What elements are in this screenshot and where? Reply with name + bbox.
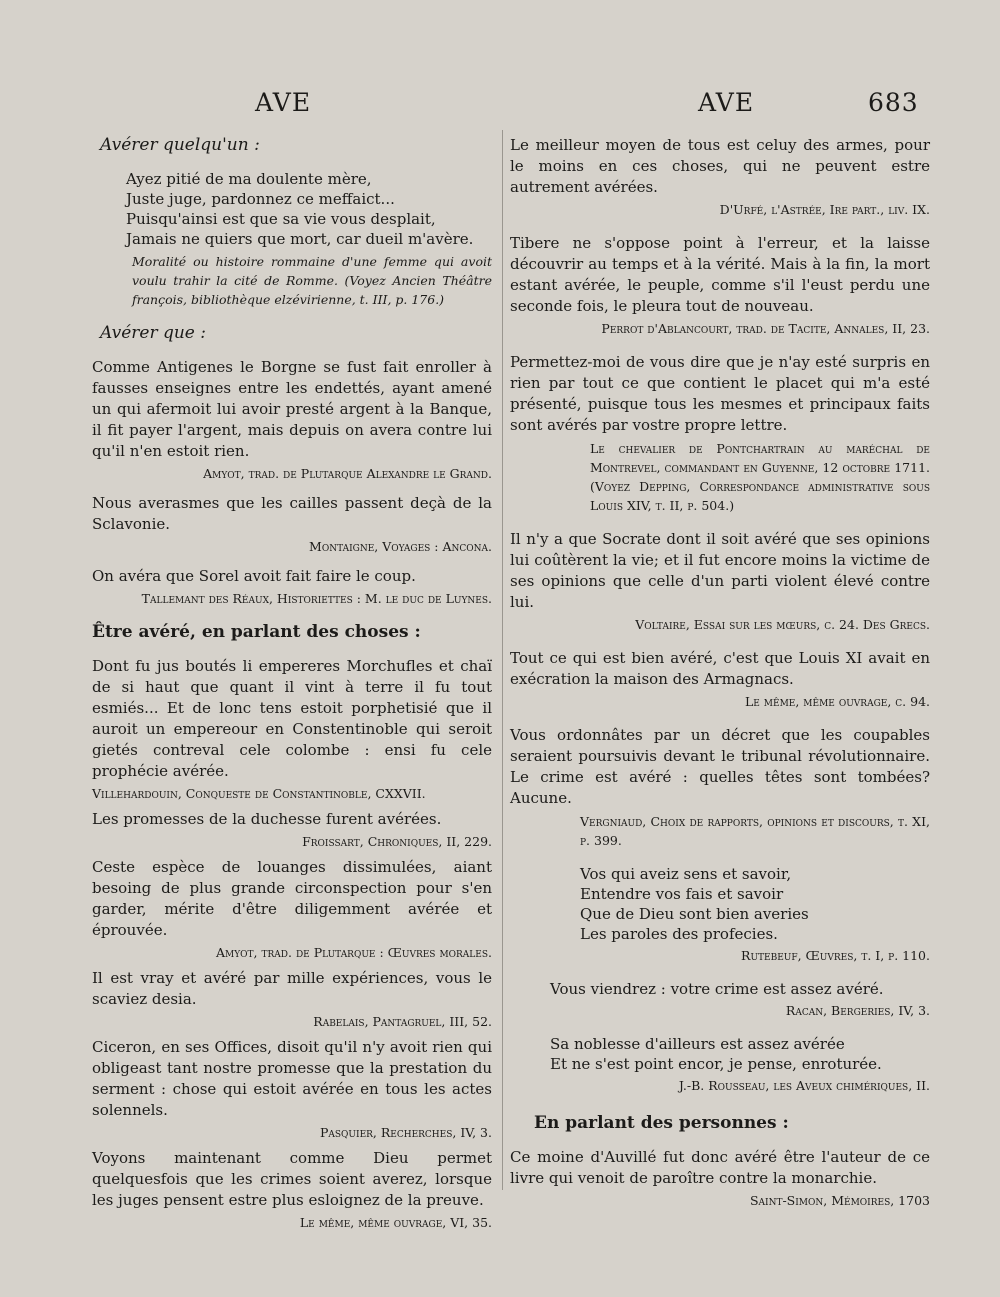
citation: Rabelais, Pantagruel, III, 52. (313, 1014, 492, 1029)
quote-paragraph: Il est vray et avéré par mille expériences, vous le scaviez desia. (92, 969, 492, 1008)
verse-line: Jamais ne quiers que mort, car dueil m'avère. (126, 230, 474, 248)
verse-line: Puisqu'ainsi est que sa vie vous desplait, (126, 210, 436, 228)
verse-line: Sa noblesse d'ailleurs est assez avérée (550, 1035, 845, 1053)
citation: Amyot, trad. de Plutarque Alexandre le Grand. (203, 466, 492, 481)
left-column (92, 135, 492, 1232)
verse-line: Et ne s'est point encor, je pense, enroturée. (550, 1055, 882, 1073)
citation: Villehardouin, Conqueste de Constantinoble, CXXVII. (92, 786, 426, 801)
verse-block (580, 864, 930, 944)
running-head-right: AVE (698, 88, 755, 117)
verse-line: Vous viendrez : votre crime est assez avéré. (550, 980, 884, 998)
citation: Le même, même ouvrage, VI, 35. (299, 1215, 492, 1230)
quote-paragraph: Ciceron, en ses Offices, disoit qu'il n'y avoit rien qui obligeast tant nostre promesse que la prestation du serment : chose qui estoit avérée en tous les actes solennels. (92, 1038, 492, 1119)
section-heading: En parlant des personnes : (534, 1113, 789, 1133)
citation: Voltaire, Essai sur les mœurs, c. 24. Des Grecs. (635, 617, 930, 632)
verse-line: Les paroles des profecies. (580, 925, 778, 943)
citation: Le chevalier de Pontchartrain au maréchal de Montrevel, commandant en Guyenne, 12 octobre 1711. (Voyez Depping, Correspondance administrative sous Louis XIV, t. II, p. 504.) (590, 441, 930, 513)
quote-paragraph: Les promesses de la duchesse furent avérées. (92, 810, 442, 828)
verse-line: Ayez pitié de ma doulente mère, (126, 170, 372, 188)
verse-line: Que de Dieu sont bien averies (580, 905, 809, 923)
citation: Tallemant des Réaux, Historiettes : M. le duc de Luynes. (141, 591, 492, 606)
citation: J.-B. Rousseau, les Aveux chimériques, II. (678, 1078, 930, 1093)
section-heading: Être avéré, en parlant des choses : (92, 622, 421, 642)
verse-block (550, 979, 930, 999)
citation: Amyot, trad. de Plutarque : Œuvres morales. (215, 945, 492, 960)
quote-paragraph: Nous averasmes que les cailles passent deçà de la Sclavonie. (92, 494, 492, 533)
quote-paragraph: Le meilleur moyen de tous est celuy des armes, pour le moins en ces choses, qui ne peuvent estre autrement avérées. (510, 136, 930, 196)
section-heading: Avérer que : (100, 323, 206, 343)
quote-paragraph: Dont fu jus boutés li empereres Morchufles et chaï de si haut que quant il vint à terre il fu tout esmiés... Et de lonc tens estoit porphetisié que il auroit un empereour en Constentinoble qui seroit gietés contreval cele colombe : ensi fu cele prophécie avérée. (92, 657, 492, 780)
verse-line: Vos qui aveiz sens et savoir, (580, 865, 792, 883)
citation: Saint-Simon, Mémoires, 1703 (749, 1193, 930, 1208)
quote-paragraph: Ceste espèce de louanges dissimulées, aiant besoing de plus grande circonspection pour s'en garder, mérite d'être diligemment avérée et éprouvée. (92, 858, 492, 939)
citation: Montaigne, Voyages : Ancona. (309, 539, 492, 554)
quote-paragraph: Permettez-moi de vous dire que je n'ay esté surpris en rien par tout ce que contient le placet qui m'a esté présenté, puisque tous les mesmes et principaux faits sont avérés par vostre propre lettre. (510, 353, 930, 434)
quote-paragraph: Voyons maintenant comme Dieu permet quelquesfois que les crimes soient averez, lorsque les juges pensent estre plus esloignez de la preuve. (92, 1149, 492, 1209)
citation: Vergniaud, Choix de rapports, opinions et discours, t. XI, p. 399. (580, 814, 930, 848)
citation: Moralité ou histoire rommaine d'une femme qui avoit voulu trahir la cité de Romme. (Voyez Ancien Théâtre françois, bibliothèque elzévirienne, t. III, p. 176.) (132, 254, 492, 307)
citation: Froissart, Chroniques, II, 229. (302, 834, 492, 849)
running-head-left: AVE (255, 88, 312, 117)
page-number: 683 (868, 88, 919, 117)
verse-line: Entendre vos fais et savoir (580, 885, 784, 903)
citation: Racan, Bergeries, IV, 3. (785, 1003, 930, 1018)
citation: Pasquier, Recherches, IV, 3. (319, 1125, 492, 1140)
quote-paragraph: Tout ce qui est bien avéré, c'est que Louis XI avait en exécration la maison des Armagnacs. (510, 649, 930, 688)
quote-paragraph: Tibere ne s'oppose point à l'erreur, et la laisse découvrir au temps et à la vérité. Mais à la fin, la mort estant avérée, le peuple, comme s'il l'eust perdu une seconde fois, le pleura tout de nouveau. (510, 234, 930, 315)
quote-paragraph: Ce moine d'Auvillé fut donc avéré être l'auteur de ce livre qui venoit de paroître contre la monarchie. (510, 1148, 930, 1187)
quote-paragraph: On avéra que Sorel avoit fait faire le coup. (92, 567, 416, 585)
verse-block (550, 1034, 930, 1074)
section-heading: Avérer quelqu'un : (100, 135, 260, 155)
quote-paragraph: Vous ordonnâtes par un décret que les coupables seraient poursuivis devant le tribunal révolutionnaire. Le crime est avéré : quelles têtes sont tombées? Aucune. (510, 726, 930, 807)
citation: Rutebeuf, Œuvres, t. I, p. 110. (741, 948, 930, 963)
quote-paragraph: Comme Antigenes le Borgne se fust fait enroller à fausses enseignes entre les endettés, ayant amené un qui afermoit lui avoir presté argent à la Banque, il fit payer l'argent, mais depuis on avera contre lui qu'il n'en estoit rien. (92, 358, 492, 460)
citation: Le même, même ouvrage, c. 94. (744, 694, 930, 709)
quote-paragraph: Il n'y a que Socrate dont il soit avéré que ses opinions lui coûtèrent la vie; et il fut encore moins la victime de ses opinions que celle d'un parti violent élevé contre lui. (510, 530, 930, 611)
verse-line: Juste juge, pardonnez ce meffaict... (126, 190, 395, 208)
verse-block (126, 169, 492, 249)
citation: D'Urfé, l'Astrée, Ire part., liv. IX. (719, 202, 930, 217)
column-rule (502, 130, 503, 1190)
right-column (510, 135, 930, 1210)
citation: Perrot d'Ablancourt, trad. de Tacite, Annales, II, 23. (601, 321, 930, 336)
